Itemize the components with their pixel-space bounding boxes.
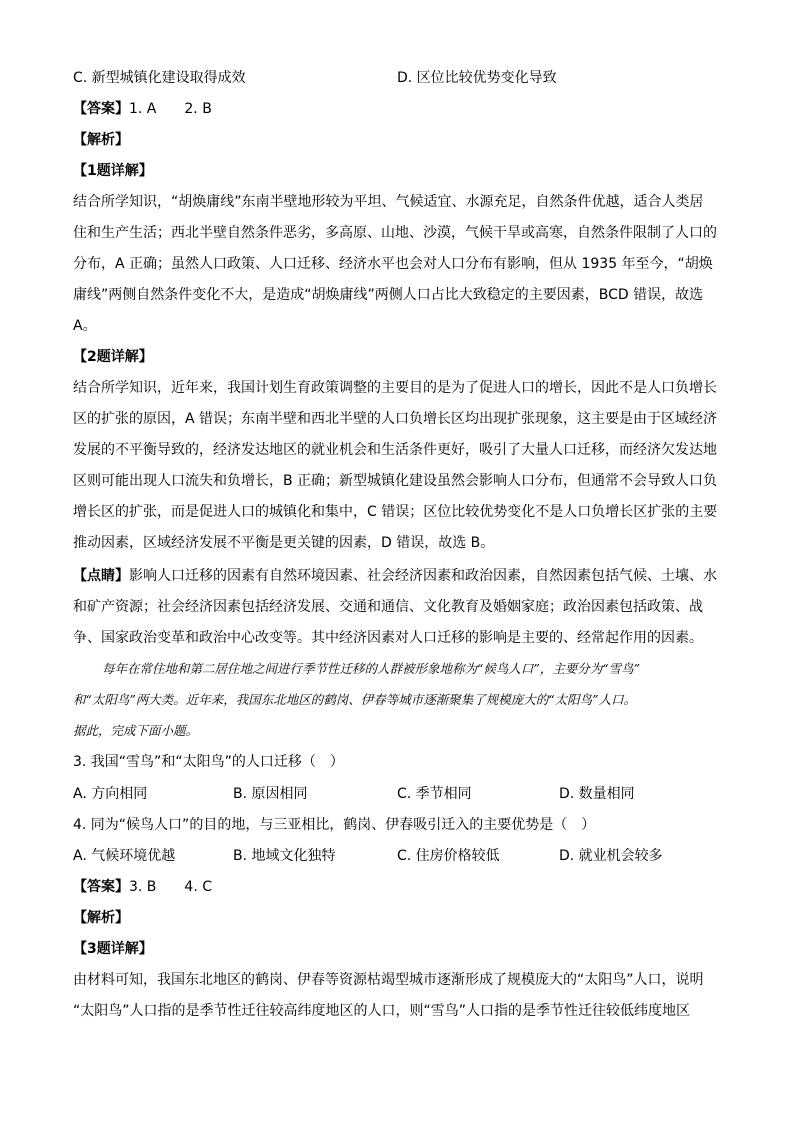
tip-row [73,566,717,586]
q2-line: 区的扩张的原因，A 错误；东南半壁和西北半壁的人口负增长区均出现扩张现象，这主要是由于区域经济 [73,411,718,427]
q2-option-d: D. 区位比较优势变化导致 [397,70,557,86]
answer-row-1 [73,99,212,119]
q4-option-a: A. 气候环境优越 [73,848,176,864]
material-line: 和“太阳鸟”两大类。近年来，我国东北地区的鹤岗、伊春等城市逐渐聚集了规模庞大的“太阳鸟”人口。 [73,692,637,707]
q1-line: 住和生产生活；西北半壁自然条件恶劣，多高原、山地、沙漠，气候干旱或高寒，自然条件限制了人口的 [73,225,717,241]
analysis-tag: 【解析】 [73,910,129,926]
q3-option-b: B. 原因相同 [233,786,308,802]
answer-text: 3. B 4. C [129,879,212,895]
q3-option-a: A. 方向相同 [73,786,148,802]
analysis-tag: 【解析】 [73,132,129,148]
q4-option-b: B. 地域文化独特 [233,848,336,864]
q3-detail-tag: 【3题详解】 [73,941,153,957]
tip-line: 和矿产资源；社会经济因素包括经济发展、交通和通信、文化教育及婚姻家庭；政治因素包括政策、战 [73,599,703,615]
q1-line: 庸线”两侧自然条件变化不大，是造成“胡焕庸线”两侧人口占比大致稳定的主要因素，BCD 错误，故选 [73,287,704,303]
tip-line: 影响人口迁移的因素有自然环境因素、社会经济因素和政治因素，自然因素包括气候、土壤、水 [129,568,717,584]
q4-stem: 4. 同为“候鸟人口”的目的地，与三亚相比，鹤岗、伊春吸引迁入的主要优势是（ ） [73,817,596,833]
q2-line: 区则可能出现人口流失和负增长，B 正确；新型城镇化建设虽然会影响人口分布，但通常不会导致人口负 [73,473,718,489]
material-line: 据此，完成下面小题。 [73,723,199,738]
answer-tag: 【答案】 [73,101,129,117]
q4-option-d: D. 就业机会较多 [559,848,663,864]
tip-tag: 【点睛】 [73,568,129,584]
q3-option-d: D. 数量相同 [559,786,635,802]
q1-line: 分布，A 正确；虽然人口政策、人口迁移、经济水平也会对人口分布有影响，但从 1935 年至今，“胡焕 [73,256,713,272]
q2-line: 发展的不平衡导致的，经济发达地区的就业机会和生活条件更好，吸引了大量人口迁移，而经济欠发达地 [73,442,717,458]
q3-stem: 3. 我国“雪鸟”和“太阳鸟”的人口迁移（ ） [73,754,344,770]
q1-detail-tag: 【1题详解】 [73,163,153,179]
q2-line: 推动因素，区域经济发展不平衡是更关键的因素，D 错误，故选 B。 [73,535,495,551]
answer-text: 1. A 2. B [129,101,212,117]
q4-option-c: C. 住房价格较低 [397,848,500,864]
q2-line: 增长区的扩张，而是促进人口的城镇化和集中，C 错误；区位比较优势变化不是人口负增长区扩张的主要 [73,504,718,520]
tip-line: 争、国家政治变革和政治中心改变等。其中经济因素对人口迁移的影响是主要的、经常起作用的因素。 [73,630,703,646]
q3-line: “太阳鸟”人口指的是季节性迁往较高纬度地区的人口，则“雪鸟”人口指的是季节性迁往较低纬度地区 [73,1003,691,1019]
material-line: 每年在常住地和第二居住地之间进行季节性迁移的人群被形象地称为“候鸟人口”，主要分为“雪鸟” [102,661,641,676]
answer-tag: 【答案】 [73,879,129,895]
q2-detail-tag: 【2题详解】 [73,349,153,365]
q2-option-c: C. 新型城镇化建设取得成效 [73,70,246,86]
q2-line: 结合所学知识，近年来，我国计划生育政策调整的主要目的是为了促进人口的增长，因此不是人口负增长 [73,380,717,396]
q1-line: A。 [73,318,97,334]
answer-row-2 [73,877,212,897]
q1-line: 结合所学知识，“胡焕庸线”东南半壁地形较为平坦、气候适宜、水源充足，自然条件优越，适合人类居 [73,194,704,210]
q3-line: 由材料可知，我国东北地区的鹤岗、伊春等资源枯竭型城市逐渐形成了规模庞大的“太阳鸟”人口，说明 [73,972,704,988]
q3-option-c: C. 季节相同 [397,786,472,802]
